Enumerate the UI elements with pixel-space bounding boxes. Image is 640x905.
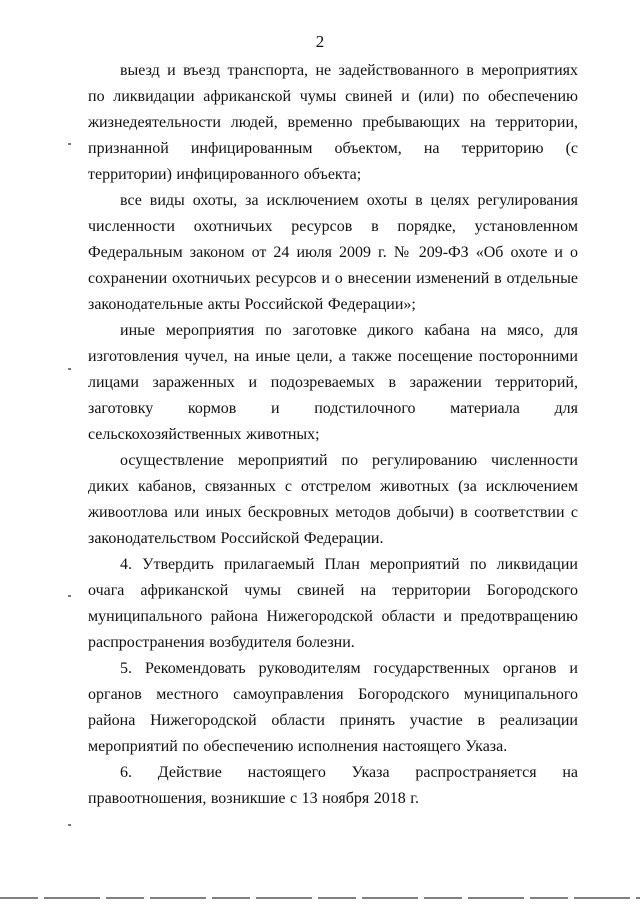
paragraph-hunting-restriction: все виды охоты, за исключением охоты в целях регулирования численности охотничьих ресурсов в порядке, установленном Федеральным законом от 24 июля 2009 г. № 209-ФЗ «Об охоте и о сохранении охотничьих ресурсов и о внесении изменений в отдельные законодательные акты Российской Федерации»; <box>88 192 578 313</box>
page-number: 2 <box>315 32 325 51</box>
document-body <box>88 58 578 812</box>
scan-edge-mark <box>68 368 71 370</box>
paragraph-wild-boar-control: осуществление мероприятий по регулированию численности диких кабанов, связанных с отстрелом животных (за исключением живоотлова или иных бескровных методов добычи) в соответствии с законодательством Российской Федерации. <box>88 452 578 547</box>
paragraph-effective-date: 6. Действие настоящего Указа распространяется на правоотношения, возникшие с 13 ноября 2018 г. <box>88 764 578 807</box>
paragraph-transport-restriction: выезд и въезд транспорта, не задействованного в мероприятиях по ликвидации африканской чумы свиней и (или) по обеспечению жизнедеятельности людей, временно пребывающих на территории, признанной инфицированным объектом, на территорию (с территории) инфицированного объекта; <box>88 62 578 183</box>
scan-edge-mark <box>68 595 71 597</box>
scan-edge-mark <box>68 824 71 826</box>
paragraph-approve-plan: 4. Утвердить прилагаемый План мероприятий по ликвидации очага африканской чумы свиней на территории Богородского муниципального района Нижегородской области и предотвращению распространения возбудителя болезни. <box>88 556 578 651</box>
paragraph-recommendation: 5. Рекомендовать руководителям государственных органов и органов местного самоуправления Богородского муниципального района Нижегородской области принять участие в реализации мероприятий по обеспечению исполнения настоящего Указа. <box>88 660 578 755</box>
scan-edge-mark <box>68 143 71 145</box>
paragraph-wild-boar-activities: иные мероприятия по заготовке дикого кабана на мясо, для изготовления чучел, на иные цели, а также посещение посторонними лицами зараженных и подозреваемых в заражении территорий, заготовку кормов и подстилочного материала для сельскохозяйственных животных; <box>88 322 578 443</box>
scan-bottom-border <box>0 897 640 899</box>
